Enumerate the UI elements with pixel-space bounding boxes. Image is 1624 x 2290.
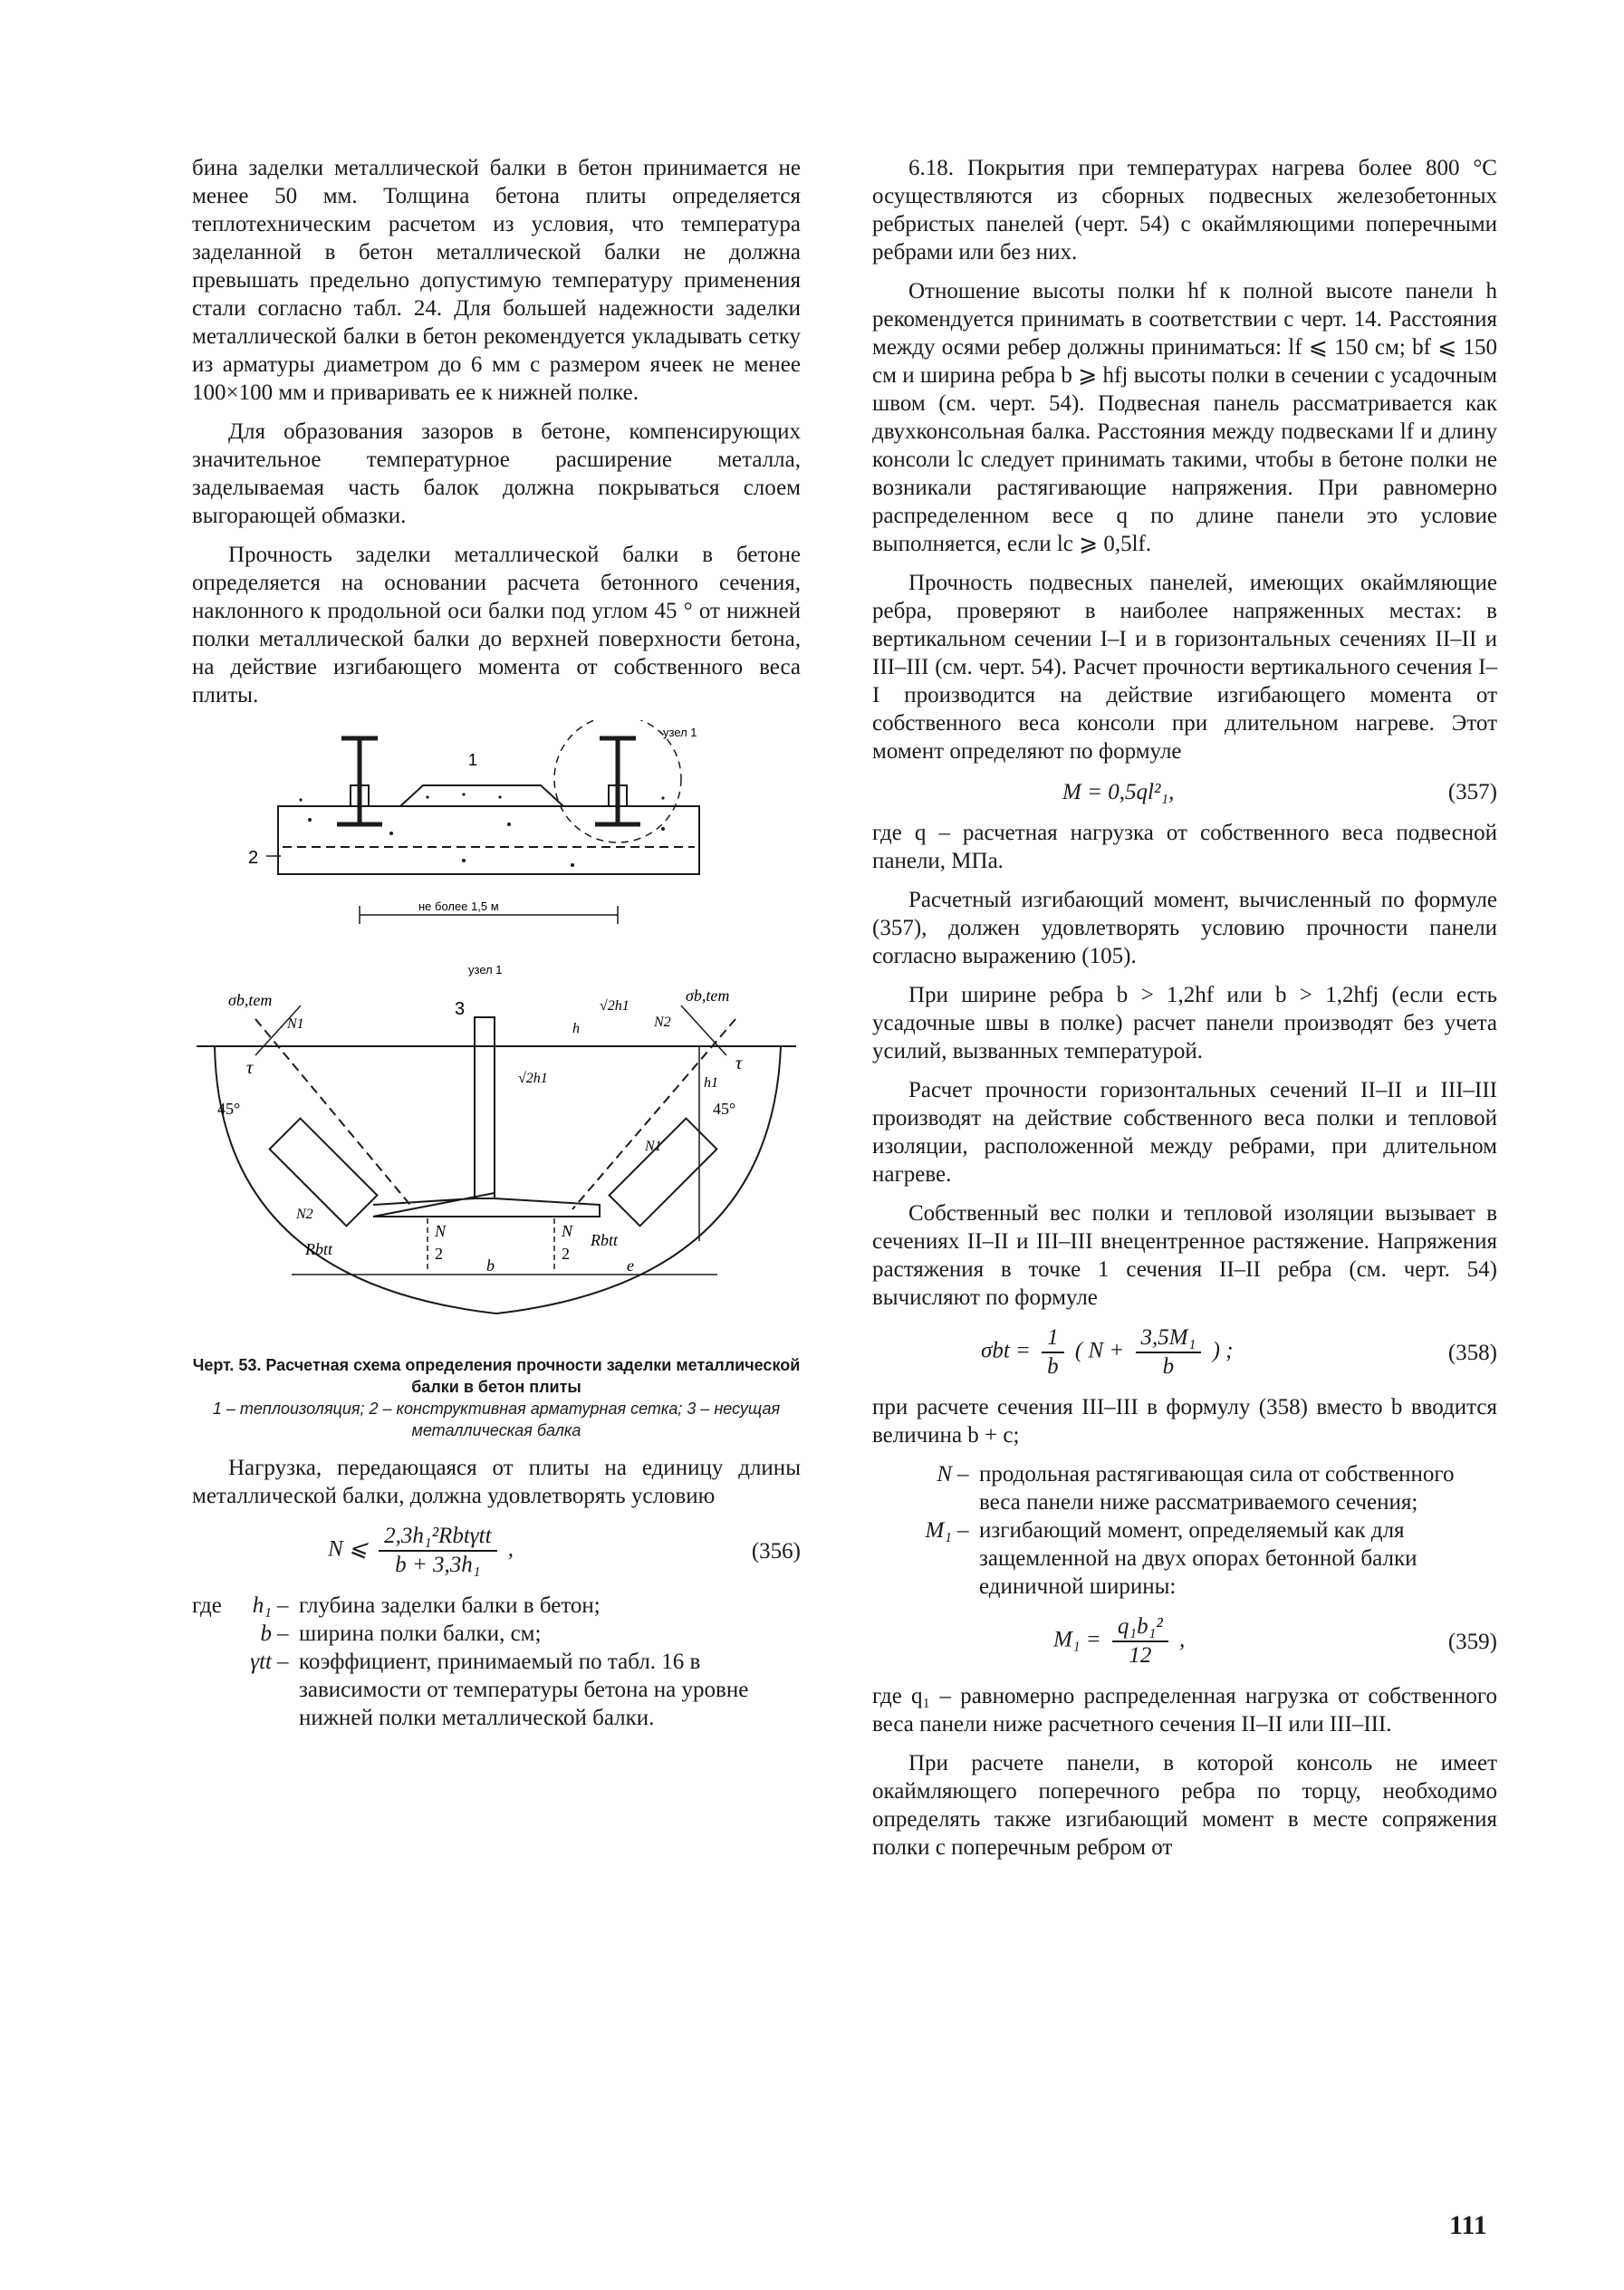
figure-53-caption [192,1354,801,1441]
fig-node-rbtt-right: Rbtt [591,1231,618,1249]
fig-node-label-b: b [486,1256,495,1275]
definition-text: изгибающий момент, определяемый как для защемленной на двух опорах бетонной балки единичной ширины: [979,1518,1417,1599]
fig-node-tau-right: τ [735,1054,743,1073]
formula-358-fraction-2 [1136,1324,1202,1381]
formula-357 [872,778,1497,806]
formula-358-mid: ( N + [1074,1338,1125,1363]
fig-node-n2-right: N2 [654,1015,671,1030]
figure-53-caption-title: Черт. 53. Расчетная схема определения прочности заделки металлической балки в бетон плиты [192,1356,801,1396]
right-column [872,154,1497,1872]
formula-357-definition: где q – расчетная нагрузка от собственного веса подвесной панели, МПа. [872,821,1497,873]
fig-node-label-h1: h1 [704,1075,718,1091]
fig-node-n2-left: N2 [296,1207,313,1222]
left-paragraph-1: бина заделки металлической балки в бетон принимается не менее 50 мм. Толщина бетона плиты определяется теплотехническим расчетом из условия, что температура заделанной в бетон металлической балки не должна превышать предельно допустимую температуру применения стали согласно табл. 24. Для большей надежности заделки металлической балки в бетон рекомендуется укладывать сетку из арматуры диаметром до 6 мм с размером ячеек не менее 100×100 мм и приваривать ее к нижней полке. [192,156,801,405]
formula-359-numerator: q₁b₁² [1112,1613,1168,1642]
fig-node-n2-den-right: 2 [562,1245,570,1263]
fig-node-label-h: h [572,1021,580,1036]
figure-53-caption-legend: 1 – теплоизоляция; 2 – конструктивная арматурная сетка; 3 – несущая металлическая балка [212,1400,781,1439]
fig-node-sigma-right: σb,tem [686,986,730,1005]
formula-358-number: (358) [1447,1340,1497,1365]
formula-358-numerator-1: 1 [1042,1324,1064,1353]
formula-357-number: (357) [1447,780,1497,804]
definition-row: M₁ – изгибающий момент, определяемый как для защемленной на двух опорах бетонной балки единичной ширины: [872,1516,1497,1601]
page-number: 111 [1449,2210,1487,2240]
formula-356-numerator: 2,3h₁²Rbtγtt [379,1523,496,1552]
definition-lead [192,1620,235,1648]
definition-symbol: γtt [250,1650,272,1674]
formula-356-lhs: N ⩽ [328,1536,368,1562]
definition-symbol: N [937,1462,952,1487]
formula-357-expression: M = 0,5ql²₁, [1062,780,1175,804]
fig-top-label-2: 2 [248,848,259,868]
right-paragraph-9: При расчете панели, в которой консоль не имеет окаймляющего поперечного ребра по торцу, необходимо определять также изгибающий момент в месте сопряжения полки с поперечным ребром от [872,1751,1497,1860]
definition-text: глубина заделки балки в бетон; [299,1593,601,1618]
right-paragraph-4: Расчетный изгибающий момент, вычисленный по формуле (357), должен удовлетворять условию прочности панели согласно выражению (105). [872,888,1497,968]
right-paragraph-2: Отношение высоты полки hf к полной высоте панели h рекомендуется принимать в соответствии с черт. 14. Расстояния между осями ребер должны приниматься: lf ⩽ 150 см; bf ⩽ 150 см и ширина ребра b ⩾ hfj высоты полки в сечении с усадочным швом (см. черт. 54). Подвесная панель рассматривается как двухконсольная балка. Расстояния между подвесками lf и длину консоли lc следует принимать такими, чтобы в бетоне полки не возникали растягивающие напряжения. При равномерно распределенном весе q по длине панели это условие выполняется, если lc ⩾ 0,5lf. [872,279,1497,556]
fig-node-n2-den-left: 2 [435,1245,443,1263]
formula-359-fraction [1112,1613,1168,1669]
right-paragraph-5: При ширине ребра b > 1,2hf или b > 1,2hfj (если есть усадочные швы в полке) расчет панели производят без учета усилий, вызванных температурой. [872,983,1497,1063]
definition-lead: где [192,1593,222,1618]
formula-358-expression [981,1324,1233,1381]
right-paragraph-8: при расчете сечения III–III в формулу (358) вместо b вводится величина b + c; [872,1395,1497,1448]
right-paragraph-6: Расчет прочности горизонтальных сечений II–II и III–III производят на действие собственного веса полки и тепловой изоляции, расположенной между ребрами, при длительном нагреве. [872,1078,1497,1187]
formula-359-definition: где q₁ – равномерно распределенная нагрузка от собственного веса панели ниже расчетного сечения II–II или III–III. [872,1684,1497,1737]
formula-359-number: (359) [1447,1629,1497,1654]
fig-node-tau-left: τ [246,1058,254,1078]
left-paragraph-4: Нагрузка, передающаяся от плиты на единицу длины металлической балки, должна удовлетворять условию [192,1456,801,1508]
right-paragraph-1: 6.18. Покрытия при температурах нагрева более 800 °С осуществляются из сборных подвесных железобетонных ребристых панелей (черт. 54) с окаймляющими поперечными ребрами или без них. [872,156,1497,265]
definition-text: коэффициент, принимаемый по табл. 16 в зависимости от температуры бетона на уровне нижней полки металлической балки. [299,1650,749,1730]
fig-top-label-1: 1 [468,751,478,769]
fig-node-n2-num-left: N [435,1222,447,1240]
right-paragraph-3: Прочность подвесных панелей, имеющих окаймляющие ребра, проверяют в наиболее напряженных местах: в вертикальном сечении I–I и в горизонтальных сечениях II–II и III–III (см. черт. 54). Расчет прочности вертикального сечения I–I производится на действие изгибающего момента от собственного веса консоли при длительном нагреве. Этот момент определяют по формуле [872,571,1497,764]
fig-node-label-sqrt-1: √2h1 [518,1071,548,1086]
formula-358-definitions [872,1460,1497,1601]
fig-node-n1-right: N1 [645,1139,662,1154]
formula-358-lhs: σbt = [981,1338,1031,1363]
fig-node-45-left: 45° [217,1100,241,1118]
formula-359-denominator: 12 [1129,1643,1152,1668]
fig-node-n2-num-right: N [562,1222,573,1240]
definition-row: N – продольная растягивающая сила от собственного веса панели ниже рассматриваемого сечения; [872,1460,1497,1516]
left-paragraph-3: Прочность заделки металлической балки в бетоне определяется на основании расчета бетонного сечения, наклонного к продольной оси балки под углом 45 ° от нижней полки металлической балки до верхней поверхности бетона, на действие изгибающего момента от собственного веса плиты. [192,543,801,707]
fig-node-label-3: 3 [455,999,466,1019]
formula-358-denominator-1: b [1047,1354,1059,1379]
definition-row: γtt – коэффициент, принимаемый по табл. 16 в зависимости от температуры бетона на уровне нижней полки металлической балки. [192,1648,801,1732]
definition-symbol: M₁ [925,1518,952,1543]
formula-358-numerator-2: 3,5M₁ [1136,1324,1202,1353]
fig-node-rbtt-left: Rbtt [305,1240,332,1258]
fig-node-n1-left: N1 [287,1016,304,1032]
definition-symbol: b [260,1621,272,1646]
formula-358-fraction-1 [1042,1324,1064,1381]
formula-356-expression [328,1523,514,1579]
definition-text: продольная растягивающая сила от собственного веса панели ниже рассматриваемого сечения; [979,1462,1455,1515]
formula-358-tail: ) ; [1212,1338,1234,1363]
definition-text: ширина полки балки, см; [299,1621,542,1646]
formula-358 [872,1324,1497,1381]
fig-node-label-sqrt-2: √2h1 [600,998,629,1014]
fig-node-45-right: 45° [713,1100,736,1118]
definition-lead [192,1648,235,1732]
definition-row: b – ширина полки балки, см; [192,1620,801,1648]
right-paragraph-7: Собственный вес полки и тепловой изоляции вызывает в сечениях II–II и III–III внецентренное растяжение. Напряжения растяжения в точке 1 сечения II–II ребра (см. черт. 54) вычисляют по формуле [872,1201,1497,1310]
fig-node-label-e: e [627,1256,634,1275]
formula-356 [192,1523,801,1579]
formula-359 [872,1613,1497,1669]
definition-row: где h₁ – глубина заделки балки в бетон; [192,1592,801,1620]
fig-top-label-dim: не более 1,5 м [418,900,499,913]
formula-356-number: (356) [751,1538,801,1564]
definition-symbol: h₁ [252,1593,272,1618]
formula-359-lhs: M₁ = [1053,1627,1101,1652]
formula-356-denominator: b + 3,3h₁ [395,1553,481,1577]
fig-top-label-node: узел 1 [663,726,697,739]
left-paragraph-2: Для образования зазоров в бетоне, компенсирующих значительное температурное расширение металла, заделываемая часть балок должна покрываться слоем выгорающей обмазки. [192,419,801,528]
formula-356-fraction [379,1523,496,1579]
formula-358-denominator-2: b [1162,1354,1175,1379]
formula-359-expression [1053,1613,1185,1669]
fig-node-label-title: узел 1 [468,963,503,977]
formula-356-tail: , [507,1536,514,1562]
figure-53-node-detail [192,956,801,1345]
formula-359-tail: , [1179,1627,1186,1652]
fig-node-sigma-left: σb,tem [228,991,273,1009]
formula-356-definitions [192,1592,801,1732]
left-column [192,154,801,1741]
figure-53-top-drawing [192,720,801,947]
